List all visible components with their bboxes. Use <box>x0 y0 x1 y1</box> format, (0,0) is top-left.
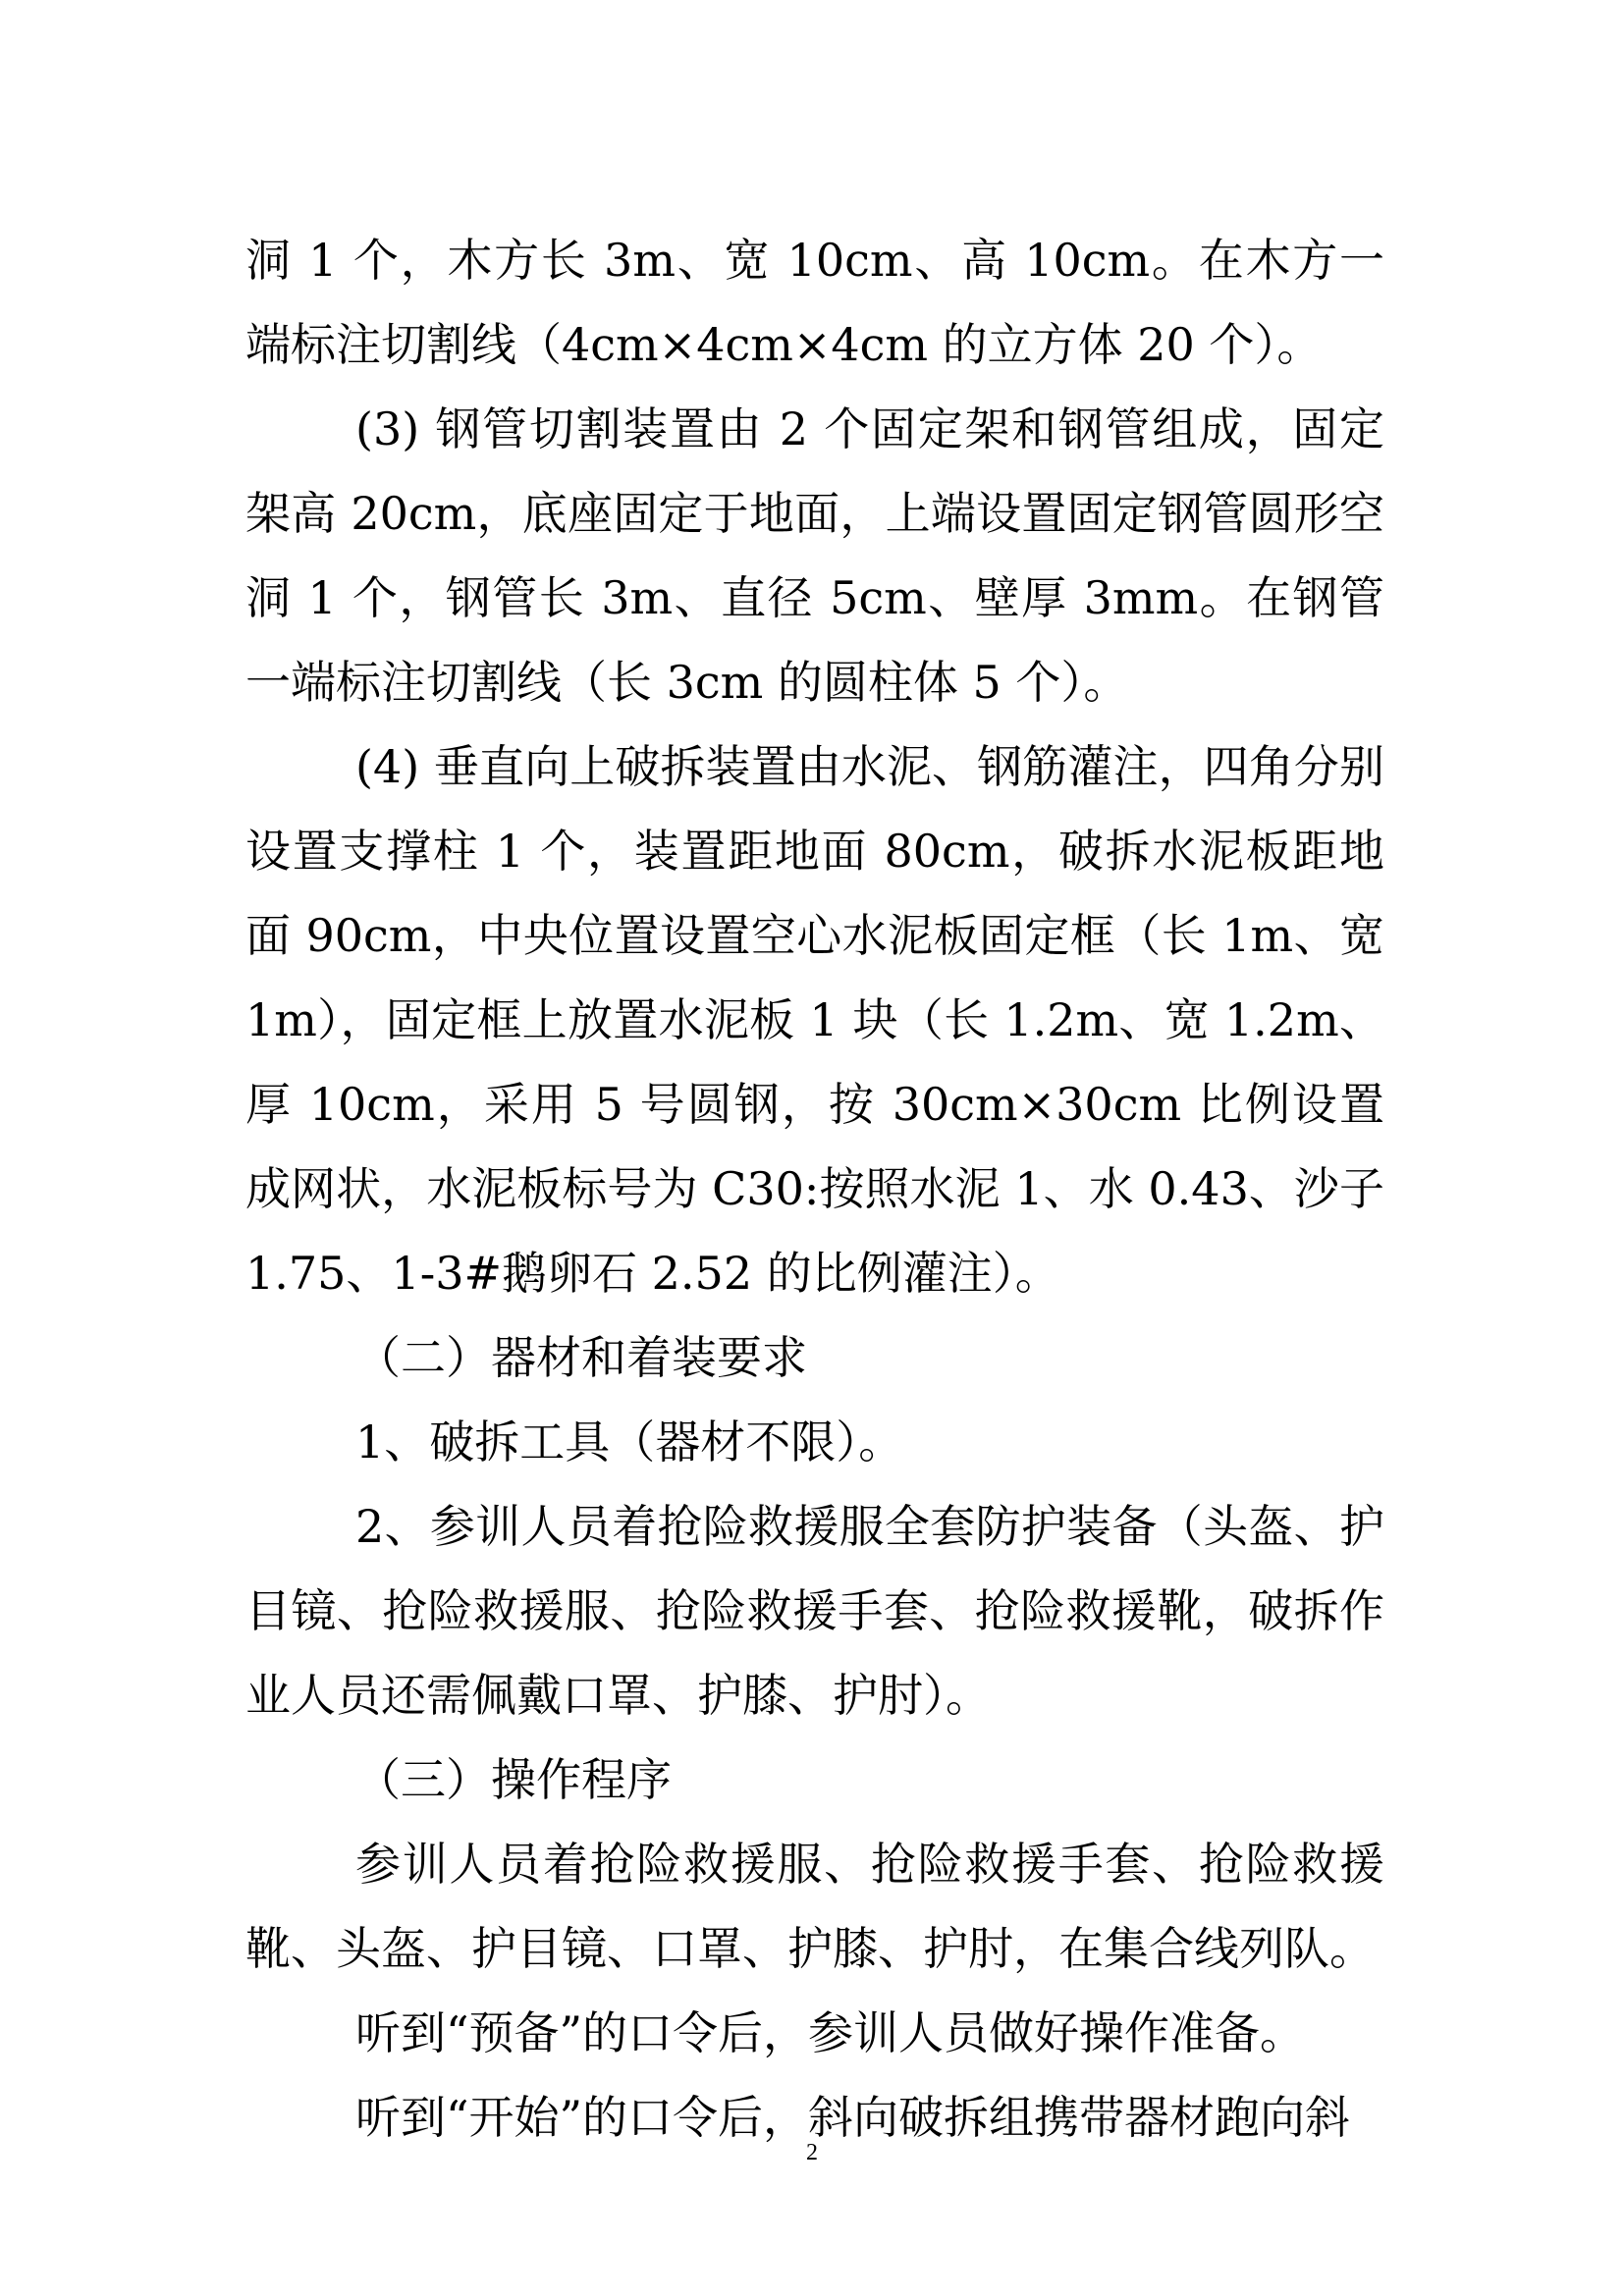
paragraph-item-3: (3) 钢管切割装置由 2 个固定架和钢管组成，固定架高 20cm，底座固定于地面，上端设置固定钢管圆形空洞 1 个，钢管长 3m、直径 5cm、壁厚 3mm。在钢管一端标注切割线（长 3cm 的圆柱体 5 个）。 <box>245 402 1384 709</box>
paragraph-equipment-2: 2、参训人员着抢险救援服全套防护装备（头盔、护目镜、抢险救援服、抢险救援手套、抢险救援靴，破拆作业人员还需佩戴口罩、护膝、护肘）。 <box>245 1500 1384 1722</box>
paragraph-continuation: 洞 1 个，木方长 3m、宽 10cm、高 10cm。在木方一端标注切割线（4cm×4cm×4cm 的立方体 20 个）。 <box>245 234 1384 371</box>
paragraph-item-4: (4) 垂直向上破拆装置由水泥、钢筋灌注，四角分别设置支撑柱 1 个，装置距地面 80cm，破拆水泥板距地面 90cm，中央位置设置空心水泥板固定框（长 1m、宽 1m），固定框上放置水泥板 1 块（长 1.2m、宽 1.2m、厚 10cm，采用 5 号圆钢，按 30cm×30cm 比例设置成网状，水泥板标号为 C30:按照水泥 1、水 0.43、沙子 1.75、1-3#鹅卵石 2.52 的比例灌注）。 <box>245 740 1384 1300</box>
paragraph-procedure-1: 参训人员着抢险救援服、抢险救援手套、抢险救援靴、头盔、护目镜、口罩、护膝、护肘，在集合线列队。 <box>245 1838 1384 1975</box>
section-heading-equipment: （二）器材和着装要求 <box>355 1331 807 1384</box>
paragraph-procedure-2: 听到“预备”的口令后，参训人员做好操作准备。 <box>355 2006 1306 2059</box>
section-heading-procedure: （三）操作程序 <box>355 1753 672 1806</box>
page-number: 2 <box>806 2140 818 2165</box>
paragraph-equipment-1: 1、破拆工具（器材不限）。 <box>355 1415 904 1468</box>
paragraph-procedure-3: 听到“开始”的口令后，斜向破拆组携带器材跑向斜 <box>355 2091 1351 2144</box>
body-text <box>245 218 1384 2160</box>
